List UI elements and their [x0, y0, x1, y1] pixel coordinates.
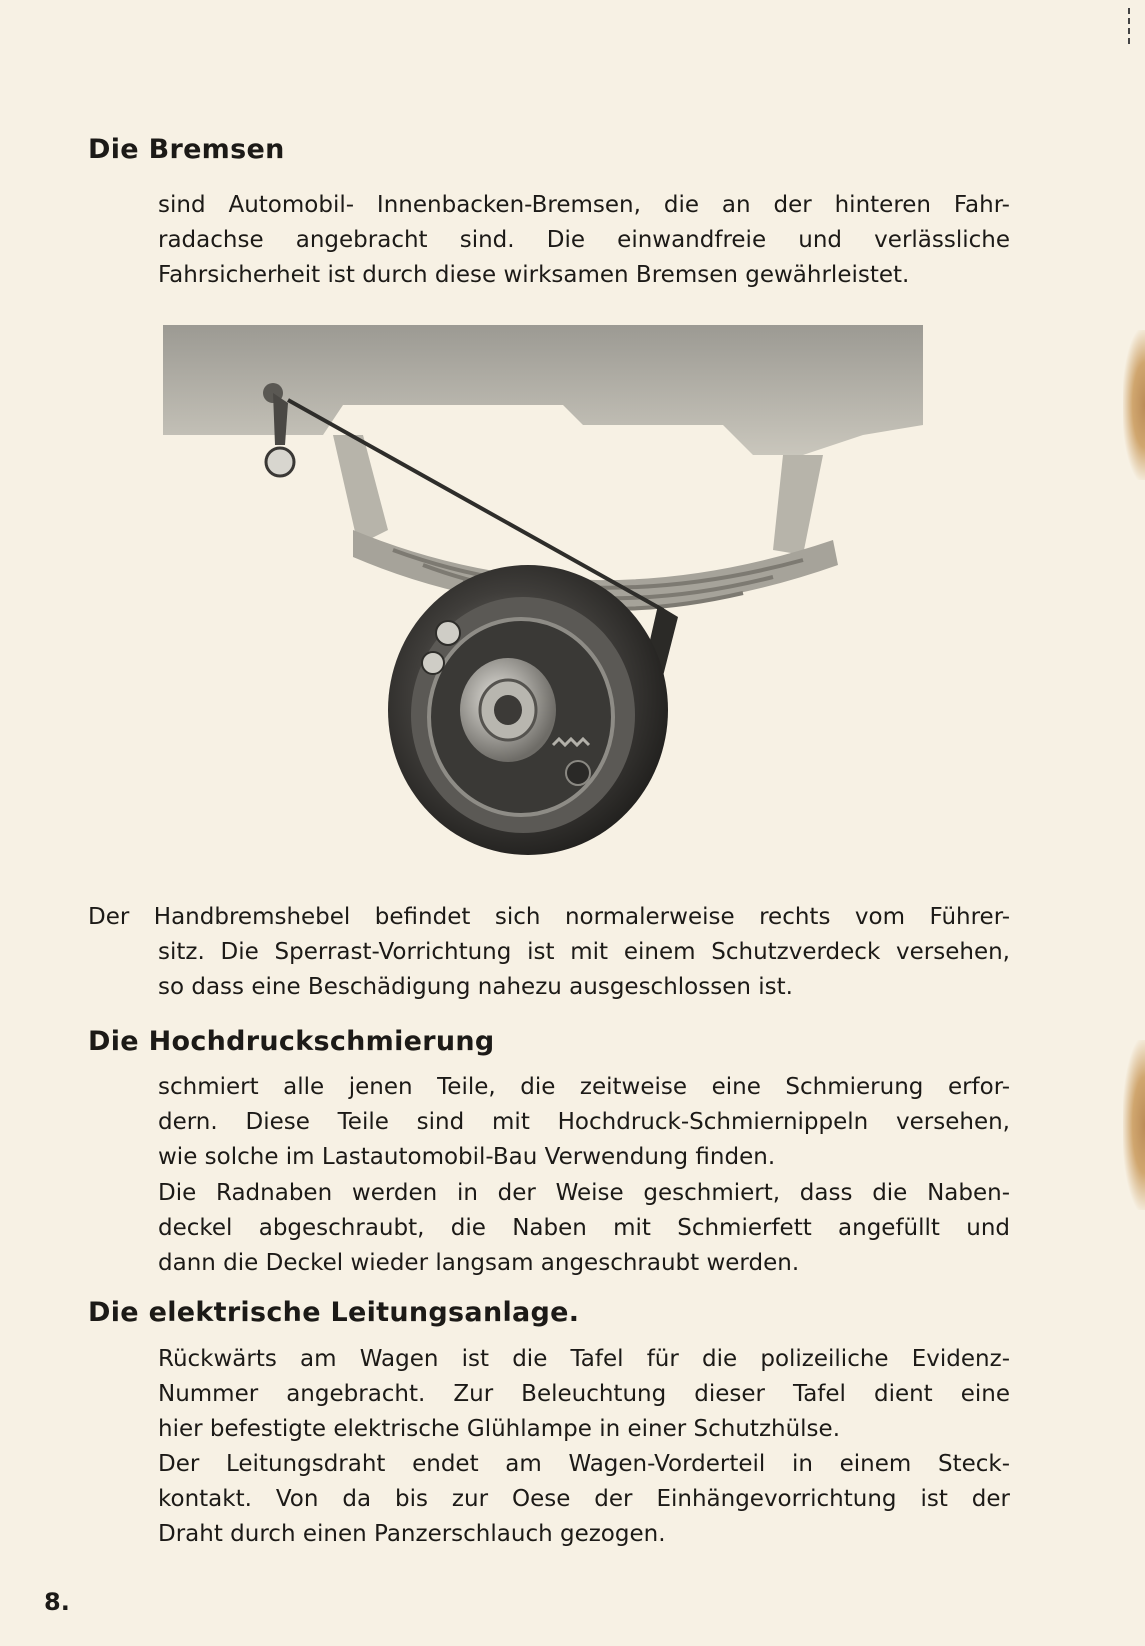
text-line: hier befestigte elektrische Glühlampe in einer Schutzhülse. — [158, 1416, 841, 1442]
paragraph-brakes — [158, 188, 1010, 293]
page-number: 8. — [44, 1588, 70, 1616]
text-line: Draht durch einen Panzerschlauch gezogen. — [158, 1521, 666, 1547]
text-line: Der Leitungsdraht endet am Wagen-Vorderteil in einem Steck- — [158, 1451, 1010, 1477]
text-line: Nummer angebracht. Zur Beleuchtung dieser Tafel dient eine — [158, 1381, 1010, 1407]
paper-stain — [1123, 330, 1145, 480]
text-line: Der Handbremshebel befindet sich normalerweise rechts vom Führer- — [88, 904, 1010, 930]
paragraph-handbrake — [88, 900, 1010, 1005]
text-line: Die Radnaben werden in der Weise geschmiert, dass die Naben- — [158, 1180, 1010, 1206]
paper-stain — [1123, 1040, 1145, 1210]
text-line: so dass eine Beschädigung nahezu ausgeschlossen ist. — [158, 974, 793, 1000]
text-line: kontakt. Von da bis zur Oese der Einhängevorrichtung ist der — [158, 1486, 1010, 1512]
text-line: sind Automobil- Innenbacken-Bremsen, die an der hinteren Fahr- — [158, 192, 1010, 218]
paragraph-lubrication-1 — [158, 1070, 1010, 1175]
heading-lubrication: Die Hochdruckschmierung — [88, 1026, 495, 1057]
text-line: Rückwärts am Wagen ist die Tafel für die polizeiliche Evidenz- — [158, 1346, 1010, 1372]
text-line: schmiert alle jenen Teile, die zeitweise eine Schmierung erfor- — [158, 1074, 1010, 1100]
paragraph-electrical-2 — [158, 1447, 1010, 1552]
text-line: radachse angebracht sind. Die einwandfreie und verlässliche — [158, 227, 1010, 253]
brake-drum-photo-icon — [163, 325, 953, 865]
heading-electrical: Die elektrische Leitungsanlage. — [88, 1297, 580, 1328]
text-line: dann die Deckel wieder langsam angeschraubt werden. — [158, 1250, 800, 1276]
corner-mark — [1128, 8, 1133, 44]
heading-brakes: Die Bremsen — [88, 134, 285, 165]
paragraph-electrical-1 — [158, 1342, 1010, 1447]
text-line: dern. Diese Teile sind mit Hochdruck-Schmiernippeln versehen, — [158, 1109, 1010, 1135]
text-line: Fahrsicherheit ist durch diese wirksamen Bremsen gewährleistet. — [158, 262, 910, 288]
text-line: sitz. Die Sperrast-Vorrichtung ist mit einem Schutzverdeck versehen, — [158, 939, 1010, 965]
paragraph-lubrication-2 — [158, 1176, 1010, 1281]
text-line: deckel abgeschraubt, die Naben mit Schmierfett angefüllt und — [158, 1215, 1010, 1241]
text-line: wie solche im Lastautomobil-Bau Verwendung finden. — [158, 1144, 776, 1170]
